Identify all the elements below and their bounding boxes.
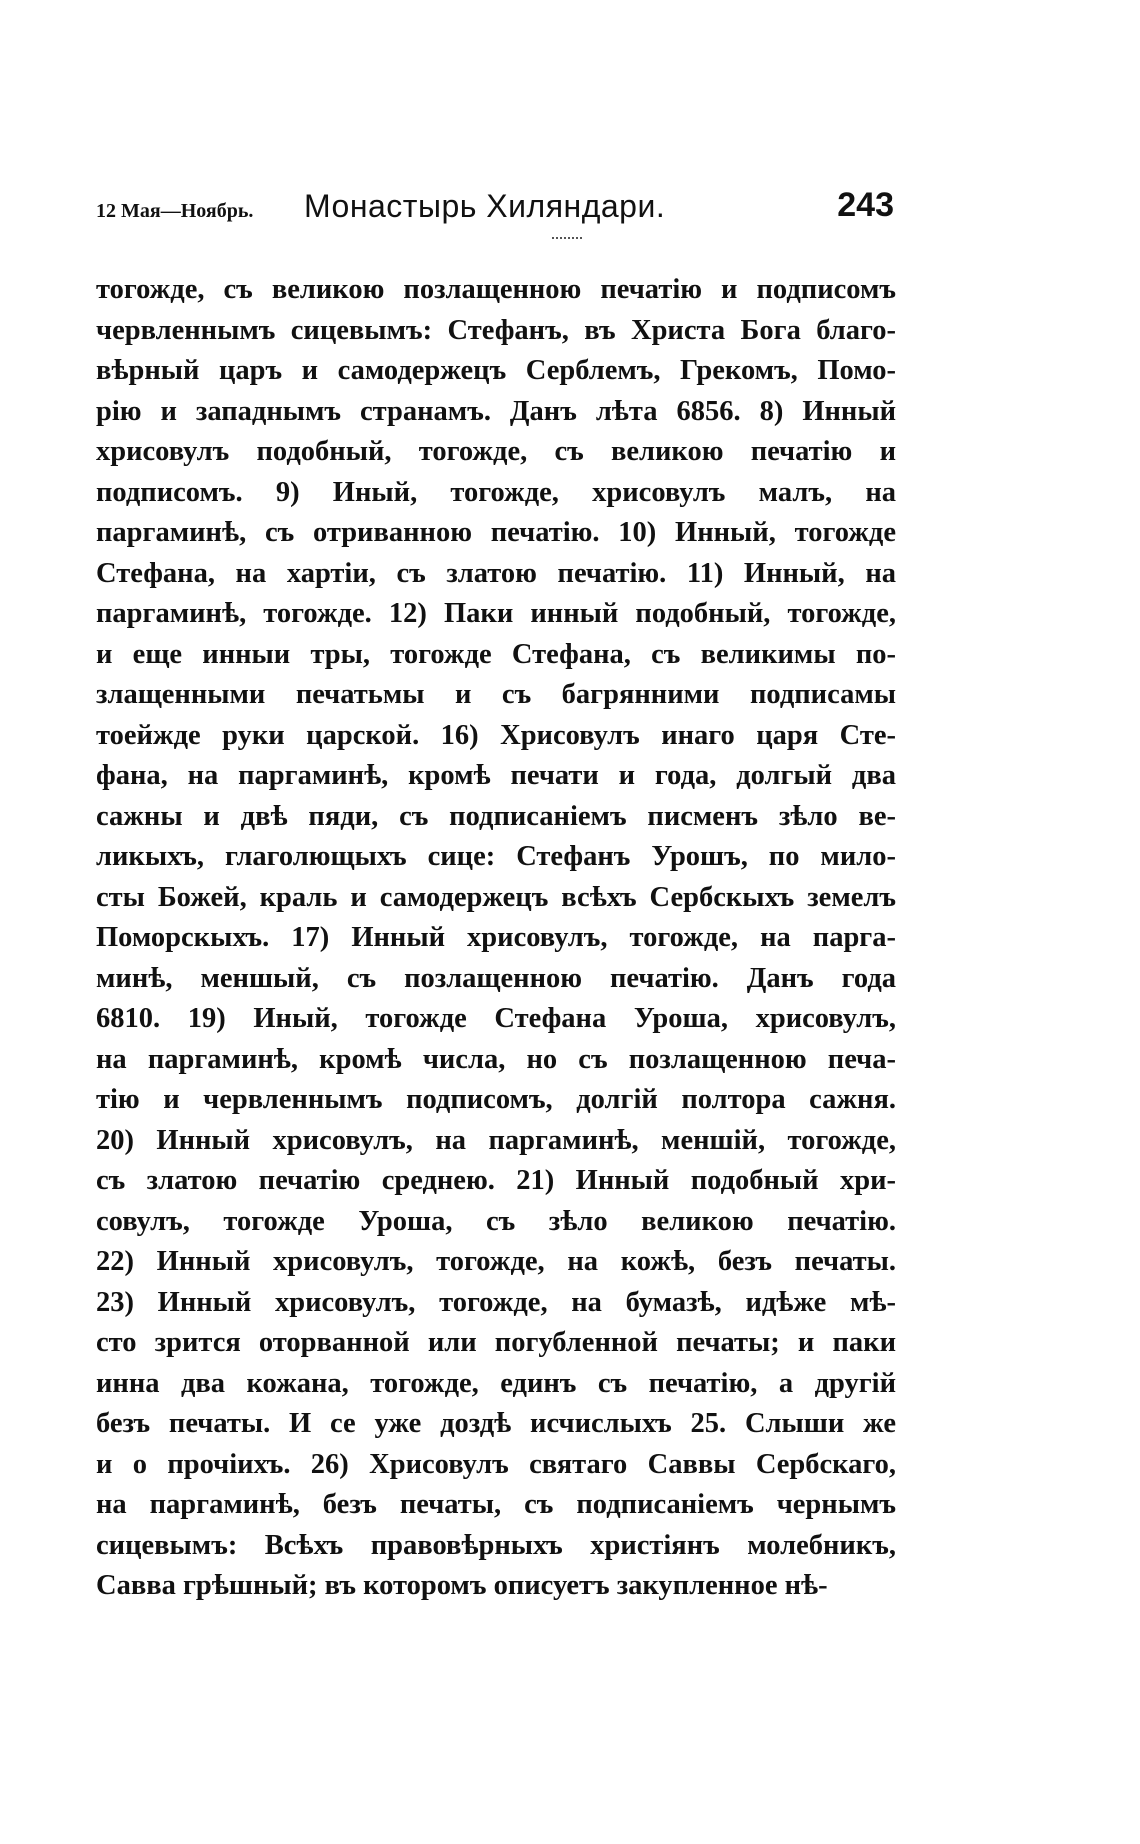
text-line: тоейжде руки царской. 16) Хрисовулъ инаго царя Сте- [96, 719, 896, 751]
text-line: паргаминѣ, съ отриванною печатію. 10) Инный, тогожде [96, 517, 896, 548]
text-line: сажны и двѣ пяди, съ подписаніемъ писменъ зѣло ве- [96, 800, 896, 832]
text-line: съ златою печатію среднею. 21) Инный подобный хри- [96, 1165, 896, 1196]
text-line: Поморскыхъ. 17) Инный хрисовулъ, тогожде, на парга- [96, 922, 896, 953]
text-line: минѣ, меншый, съ позлащенною печатію. Данъ года [96, 962, 896, 994]
header-date-range: 12 Мая—Ноябрь. [96, 200, 254, 222]
text-line: злащенными печатьмы и съ багрянними подписамы [96, 679, 896, 710]
text-line: 23) Инный хрисовулъ, тогожде, на бумазѣ, идѣже мѣ- [96, 1286, 896, 1318]
header-rule-mark [552, 237, 582, 239]
text-line: сицевымъ: Всѣхъ правовѣрныхъ христіянъ молебникъ, [96, 1529, 896, 1561]
text-line: совулъ, тогожде Уроша, съ зѣло великою печатію. [96, 1205, 896, 1237]
text-line: 20) Инный хрисовулъ, на паргаминѣ, меншій, тогожде, [96, 1124, 896, 1156]
text-line: сто зрится оторванной или погубленной печаты; и паки [96, 1327, 896, 1358]
text-line: инна два кожана, тогожде, единъ съ печатію, а другій [96, 1367, 896, 1399]
header-title: Монастырь Хиляндари. [304, 188, 666, 224]
text-line: ликыхъ, глаголющыхъ сице: Стефанъ Урошъ, по мило- [96, 841, 896, 872]
text-line: безъ печаты. И се уже доздѣ исчислыхъ 25. Слыши же [96, 1408, 896, 1439]
text-line: тогожде, съ великою позлащенною печатію и подписомъ [96, 274, 896, 305]
text-line: тію и червленнымъ подписомъ, долгій полтора сажня. [96, 1084, 896, 1115]
text-line: хрисовулъ подобный, тогожде, съ великою печатію и [96, 436, 896, 467]
text-line: на паргаминѣ, безъ печаты, съ подписаніемъ чернымъ [96, 1489, 896, 1520]
text-line: сты Божей, краль и самодержецъ всѣхъ Сербскыхъ земелъ [96, 881, 896, 913]
text-line: Стефана, на хартіи, съ златою печатію. 11) Инный, на [96, 557, 896, 589]
body-text [96, 270, 896, 1607]
text-line: и о прочіихъ. 26) Хрисовулъ святаго Саввы Сербскаго, [96, 1448, 896, 1480]
text-line: и еще инныи тры, тогожде Стефана, съ великимы по- [96, 638, 896, 670]
text-line: паргаминѣ, тогожде. 12) Паки инный подобный, тогожде, [96, 598, 896, 629]
text-line: 6810. 19) Иный, тогожде Стефана Уроша, хрисовулъ, [96, 1003, 896, 1034]
text-line: рію и западнымъ странамъ. Данъ лѣта 6856. 8) Инный [96, 395, 896, 427]
text-line: 22) Инный хрисовулъ, тогожде, на кожѣ, безъ печаты. [96, 1246, 896, 1277]
text-line: подписомъ. 9) Иный, тогожде, хрисовулъ малъ, на [96, 476, 896, 508]
text-line: червленнымъ сицевымъ: Стефанъ, въ Христа Бога благо- [96, 314, 896, 346]
page-number: 243 [837, 186, 894, 224]
text-line: на паргаминѣ, кромѣ числа, но съ позлащенною печа- [96, 1043, 896, 1075]
text-line: вѣрный царъ и самодержецъ Серблемъ, Грекомъ, Помо- [96, 355, 896, 386]
running-header [96, 186, 896, 236]
text-line: фана, на паргаминѣ, кромѣ печати и года, долгый два [96, 760, 896, 791]
text-line: Савва грѣшный; въ которомъ описуетъ закупленное нѣ- [96, 1570, 828, 1601]
